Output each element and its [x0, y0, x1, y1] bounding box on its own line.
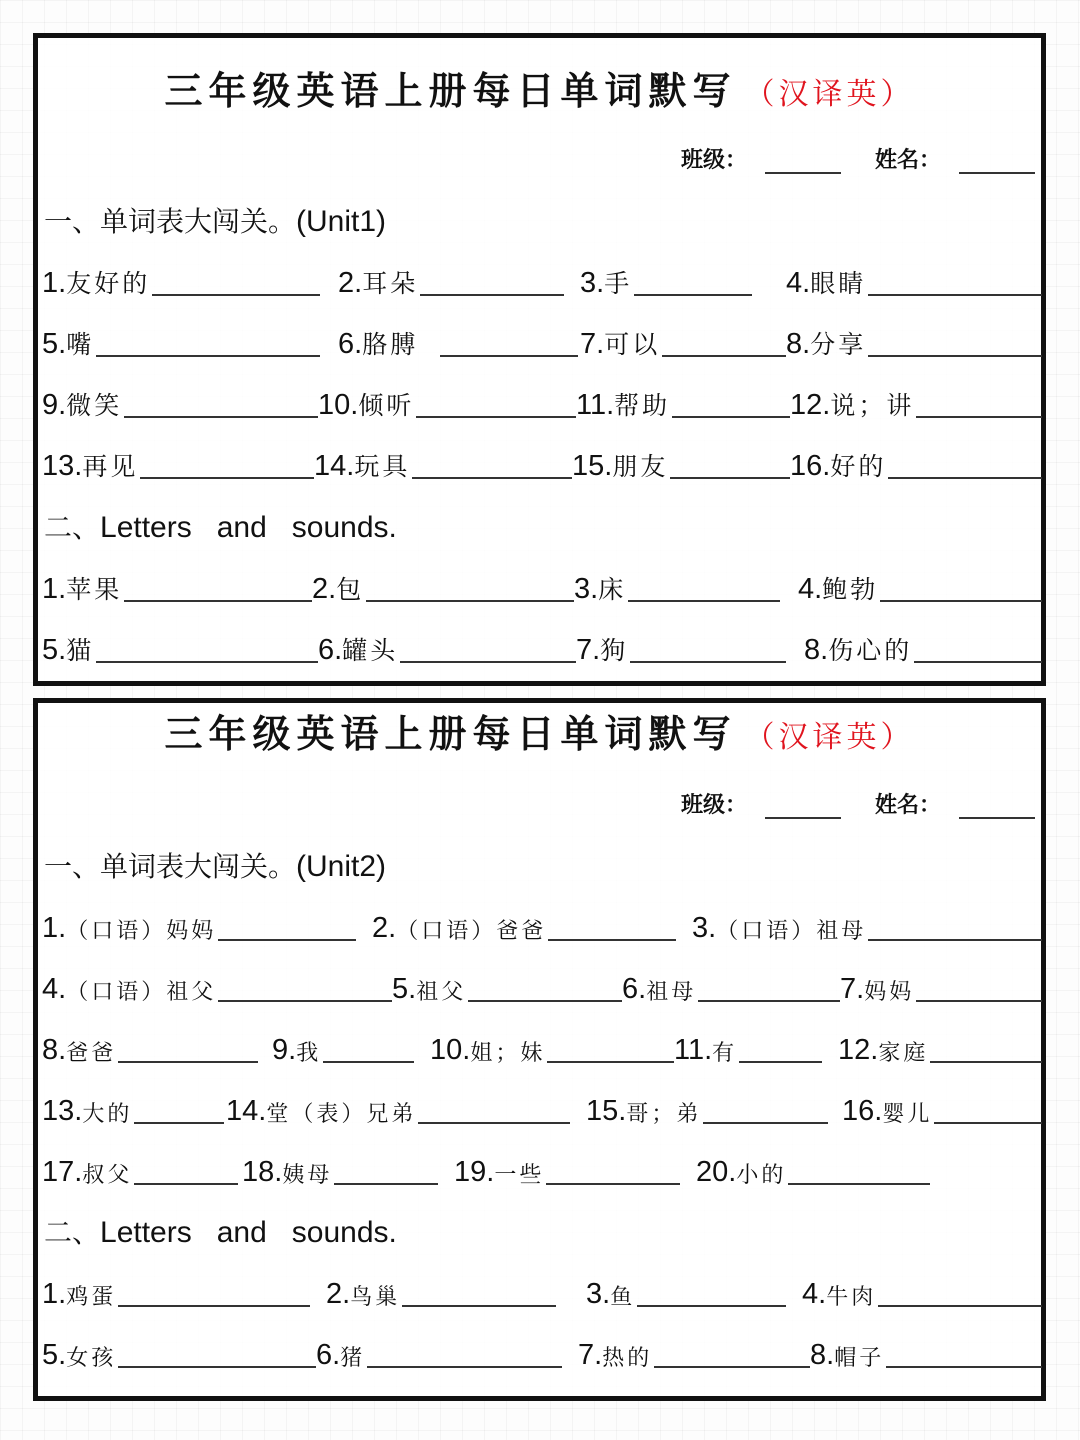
title-main: 三年级英语上册每日单词默写	[164, 711, 737, 756]
item-chinese-word: 哥；弟	[626, 1102, 702, 1127]
item-number: 7.	[580, 328, 605, 360]
answer-blank[interactable]	[916, 999, 1042, 1002]
answer-blank[interactable]	[548, 938, 676, 941]
item-chinese-word: 倾听	[358, 391, 415, 420]
answer-blank[interactable]	[637, 1304, 786, 1307]
item-number: 9.	[42, 389, 67, 421]
item-chinese-word: 姨母	[282, 1163, 333, 1188]
student-info	[647, 143, 1035, 174]
answer-blank[interactable]	[698, 999, 840, 1002]
vocab-row	[42, 260, 1042, 300]
sounds-item	[42, 627, 318, 667]
item-number: 5.	[42, 1339, 67, 1371]
item-number: 14.	[226, 1095, 267, 1127]
item-chinese-word: 友好的	[66, 269, 151, 298]
vocab-item	[622, 966, 840, 1006]
item-chinese-word: 鱼	[610, 1285, 636, 1310]
student-info	[647, 788, 1035, 819]
item-chinese-word: 耳朵	[362, 269, 419, 298]
item-number: 7.	[840, 973, 865, 1005]
item-chinese-word: （口语）祖母	[716, 919, 867, 944]
vocab-item	[576, 382, 790, 422]
item-chinese-word: 有	[712, 1041, 738, 1066]
item-chinese-word: 帽子	[834, 1346, 885, 1371]
section1-prefix: 一、单词表大闯关。	[44, 205, 297, 238]
vocab-item	[42, 443, 314, 483]
item-chinese-word: 一些	[494, 1163, 545, 1188]
item-chinese-word: 姐；妹	[470, 1041, 546, 1066]
answer-blank[interactable]	[118, 1304, 310, 1307]
item-number: 13.	[42, 450, 83, 482]
vocab-row	[42, 1027, 1042, 1067]
item-number: 11.	[576, 389, 615, 421]
answer-blank[interactable]	[218, 938, 356, 941]
sounds-item	[42, 566, 312, 606]
vocab-row	[42, 382, 1042, 422]
vocab-item	[242, 1149, 438, 1189]
item-chinese-word: 爸爸	[66, 1041, 117, 1066]
item-number: 5.	[392, 973, 417, 1005]
title-main: 三年级英语上册每日单词默写	[164, 68, 737, 113]
vocab-row	[42, 321, 1042, 361]
answer-blank[interactable]	[400, 660, 576, 663]
vocab-item	[372, 905, 676, 945]
vocab-item	[790, 443, 1042, 483]
sounds-item	[574, 566, 780, 606]
item-number: 12.	[838, 1034, 879, 1066]
vocab-item	[42, 1088, 224, 1128]
vocab-row	[42, 1088, 1042, 1128]
section1-heading	[44, 200, 386, 240]
sounds-row	[42, 1332, 1042, 1372]
item-number: 12.	[790, 389, 831, 421]
class-field[interactable]	[765, 816, 841, 819]
answer-blank[interactable]	[152, 293, 320, 296]
item-number: 16.	[790, 450, 831, 482]
vocab-item	[454, 1149, 680, 1189]
section2-heading	[44, 506, 397, 546]
answer-blank[interactable]	[739, 1060, 822, 1063]
answer-blank[interactable]	[878, 1304, 1042, 1307]
sounds-item	[810, 1332, 1042, 1372]
vocab-row	[42, 443, 1042, 483]
answer-blank[interactable]	[366, 599, 574, 602]
vocab-item	[42, 260, 320, 300]
sounds-item	[798, 566, 1042, 606]
vocab-item	[42, 1149, 238, 1189]
vocab-item	[338, 321, 578, 361]
item-number: 1.	[42, 1278, 67, 1310]
item-chinese-word: 祖父	[416, 980, 467, 1005]
answer-blank[interactable]	[367, 1365, 562, 1368]
item-chinese-word: 祖母	[646, 980, 697, 1005]
name-label: 姓名：	[874, 147, 941, 173]
item-chinese-word: 猫	[66, 636, 95, 665]
answer-blank[interactable]	[416, 415, 576, 418]
vocab-row	[42, 1149, 1042, 1189]
answer-blank[interactable]	[134, 1121, 224, 1124]
answer-blank[interactable]	[124, 599, 312, 602]
class-label: 班级：	[680, 147, 747, 173]
item-number: 4.	[798, 573, 823, 605]
sounds-item	[802, 1271, 1042, 1311]
answer-blank[interactable]	[418, 1121, 570, 1124]
item-number: 4.	[802, 1278, 827, 1310]
item-number: 2.	[326, 1278, 351, 1310]
item-number: 5.	[42, 634, 67, 666]
answer-blank[interactable]	[934, 1121, 1042, 1124]
vocab-item	[42, 966, 392, 1006]
item-number: 3.	[574, 573, 599, 605]
vocab-item	[430, 1027, 674, 1067]
answer-blank[interactable]	[868, 938, 1042, 941]
item-number: 10.	[318, 389, 359, 421]
answer-blank[interactable]	[662, 354, 786, 357]
answer-blank[interactable]	[868, 354, 1042, 357]
item-number: 2.	[338, 267, 363, 299]
section1-heading	[44, 845, 386, 885]
item-chinese-word: 狗	[600, 636, 629, 665]
vocab-item	[842, 1088, 1042, 1128]
answer-blank[interactable]	[96, 660, 318, 663]
item-chinese-word: 伤心的	[828, 636, 913, 665]
item-number: 17.	[42, 1156, 83, 1188]
answer-blank[interactable]	[118, 1060, 258, 1063]
item-number: 8.	[810, 1339, 835, 1371]
answer-blank[interactable]	[96, 354, 320, 357]
item-chinese-word: 鲍勃	[822, 575, 879, 604]
sounds-item	[804, 627, 1042, 667]
item-chinese-word: 再见	[82, 452, 139, 481]
answer-blank[interactable]	[546, 1182, 680, 1185]
item-number: 2.	[372, 912, 397, 944]
item-chinese-word: 猪	[340, 1346, 366, 1371]
item-chinese-word: 玩具	[354, 452, 411, 481]
section1-unit: (Unit2)	[296, 850, 387, 883]
vocab-item	[318, 382, 576, 422]
item-number: 1.	[42, 267, 67, 299]
section2-title: Letters and sounds.	[100, 511, 397, 544]
item-number: 8.	[804, 634, 829, 666]
sounds-item	[318, 627, 576, 667]
item-number: 4.	[42, 973, 67, 1005]
item-chinese-word: 叔父	[82, 1163, 133, 1188]
item-number: 8.	[42, 1034, 67, 1066]
section2-prefix: 二、	[44, 1216, 101, 1249]
item-chinese-word: 鸟巢	[350, 1285, 401, 1310]
vocab-item	[272, 1027, 414, 1067]
title-subtitle: （汉译英）	[744, 720, 915, 755]
item-number: 11.	[674, 1034, 713, 1066]
vocab-item	[42, 382, 318, 422]
sounds-item	[586, 1271, 786, 1311]
section2-prefix: 二、	[44, 511, 101, 544]
item-chinese-word: 手	[604, 269, 633, 298]
section2-heading	[44, 1211, 397, 1251]
item-chinese-word: 朋友	[612, 452, 669, 481]
name-label: 姓名：	[874, 792, 941, 818]
sounds-row	[42, 566, 1042, 606]
sounds-item	[312, 566, 574, 606]
answer-blank[interactable]	[118, 1365, 316, 1368]
vocab-item	[42, 321, 320, 361]
answer-blank[interactable]	[412, 476, 572, 479]
item-number: 10.	[430, 1034, 471, 1066]
item-chinese-word: 包	[336, 575, 365, 604]
item-chinese-word: 妈妈	[864, 980, 915, 1005]
class-field[interactable]	[765, 171, 841, 174]
answer-blank[interactable]	[547, 1060, 674, 1063]
item-number: 6.	[338, 328, 363, 360]
answer-blank[interactable]	[440, 354, 578, 357]
item-number: 15.	[572, 450, 613, 482]
vocab-item	[226, 1088, 570, 1128]
item-chinese-word: （口语）爸爸	[396, 919, 547, 944]
item-chinese-word: 嘴	[66, 330, 95, 359]
sounds-item	[42, 1271, 310, 1311]
item-number: 19.	[454, 1156, 495, 1188]
sounds-row	[42, 1271, 1042, 1311]
vocab-item	[580, 260, 752, 300]
vocab-item	[786, 321, 1042, 361]
answer-blank[interactable]	[420, 293, 564, 296]
item-number: 3.	[580, 267, 605, 299]
worksheet-title	[38, 60, 1041, 115]
answer-blank[interactable]	[124, 415, 318, 418]
item-chinese-word: 微笑	[66, 391, 123, 420]
vocab-item	[790, 382, 1042, 422]
item-chinese-word: 婴儿	[882, 1102, 933, 1127]
vocab-item	[338, 260, 564, 300]
item-chinese-word: （口语）祖父	[66, 980, 217, 1005]
vocab-item	[840, 966, 1042, 1006]
answer-blank[interactable]	[323, 1060, 414, 1063]
item-chinese-word: 小的	[736, 1163, 787, 1188]
item-chinese-word: 好的	[830, 452, 887, 481]
sounds-item	[326, 1271, 556, 1311]
item-number: 2.	[312, 573, 337, 605]
item-number: 9.	[272, 1034, 297, 1066]
item-chinese-word: 牛肉	[826, 1285, 877, 1310]
item-number: 7.	[576, 634, 601, 666]
item-chinese-word: 胳膊	[362, 330, 419, 359]
item-number: 8.	[786, 328, 811, 360]
sounds-row	[42, 627, 1042, 667]
answer-blank[interactable]	[670, 476, 790, 479]
item-number: 1.	[42, 573, 67, 605]
item-chinese-word: 可以	[604, 330, 661, 359]
item-chinese-word: 罐头	[342, 636, 399, 665]
answer-blank[interactable]	[880, 599, 1042, 602]
section1-prefix: 一、单词表大闯关。	[44, 850, 297, 883]
section2-title: Letters and sounds.	[100, 1216, 397, 1249]
item-number: 6.	[318, 634, 343, 666]
vocab-item	[42, 1027, 258, 1067]
vocab-item	[392, 966, 622, 1006]
answer-blank[interactable]	[140, 476, 314, 479]
item-number: 3.	[586, 1278, 611, 1310]
item-chinese-word: 大的	[82, 1102, 133, 1127]
item-number: 3.	[692, 912, 717, 944]
item-number: 6.	[316, 1339, 341, 1371]
title-subtitle: （汉译英）	[744, 77, 915, 112]
item-chinese-word: （口语）妈妈	[66, 919, 217, 944]
vocab-item	[314, 443, 572, 483]
vocab-item	[692, 905, 1042, 945]
item-number: 13.	[42, 1095, 83, 1127]
vocab-item	[572, 443, 790, 483]
answer-blank[interactable]	[672, 415, 790, 418]
item-chinese-word: 堂（表）兄弟	[266, 1102, 417, 1127]
item-chinese-word: 我	[296, 1041, 322, 1066]
vocab-item	[42, 905, 356, 945]
item-number: 1.	[42, 912, 67, 944]
name-field[interactable]	[959, 171, 1035, 174]
vocab-row	[42, 966, 1042, 1006]
answer-blank[interactable]	[402, 1304, 556, 1307]
answer-blank[interactable]	[134, 1182, 238, 1185]
item-number: 18.	[242, 1156, 283, 1188]
class-label: 班级：	[680, 792, 747, 818]
item-chinese-word: 热的	[602, 1346, 653, 1371]
item-chinese-word: 眼睛	[810, 269, 867, 298]
answer-blank[interactable]	[628, 599, 780, 602]
sounds-item	[316, 1332, 562, 1372]
answer-blank[interactable]	[654, 1365, 810, 1368]
vocab-item	[580, 321, 786, 361]
sounds-item	[578, 1332, 810, 1372]
item-chinese-word: 帮助	[614, 391, 671, 420]
vocab-item	[786, 260, 1042, 300]
answer-blank[interactable]	[930, 1060, 1042, 1063]
sounds-item	[42, 1332, 316, 1372]
item-chinese-word: 说；讲	[830, 391, 915, 420]
vocab-item	[674, 1027, 822, 1067]
item-chinese-word: 女孩	[66, 1346, 117, 1371]
vocab-item	[838, 1027, 1042, 1067]
item-number: 16.	[842, 1095, 883, 1127]
answer-blank[interactable]	[703, 1121, 828, 1124]
worksheet-unit1	[33, 33, 1046, 686]
item-chinese-word: 床	[598, 575, 627, 604]
item-chinese-word: 苹果	[66, 575, 123, 604]
answer-blank[interactable]	[886, 1365, 1042, 1368]
worksheet-title	[38, 703, 1041, 758]
name-field[interactable]	[959, 816, 1035, 819]
answer-blank[interactable]	[868, 293, 1042, 296]
answer-blank[interactable]	[218, 999, 392, 1002]
answer-blank[interactable]	[468, 999, 622, 1002]
item-number: 6.	[622, 973, 647, 1005]
answer-blank[interactable]	[888, 476, 1042, 479]
answer-blank[interactable]	[788, 1182, 930, 1185]
answer-blank[interactable]	[334, 1182, 438, 1185]
answer-blank[interactable]	[916, 415, 1042, 418]
item-chinese-word: 家庭	[878, 1041, 929, 1066]
item-number: 5.	[42, 328, 67, 360]
vocab-row	[42, 905, 1042, 945]
item-chinese-word: 鸡蛋	[66, 1285, 117, 1310]
item-number: 20.	[696, 1156, 737, 1188]
vocab-item	[696, 1149, 930, 1189]
sounds-item	[576, 627, 786, 667]
item-number: 15.	[586, 1095, 627, 1127]
worksheet-unit2	[33, 698, 1046, 1401]
item-chinese-word: 分享	[810, 330, 867, 359]
answer-blank[interactable]	[914, 660, 1042, 663]
item-number: 4.	[786, 267, 811, 299]
vocab-item	[586, 1088, 828, 1128]
section1-unit: (Unit1)	[296, 205, 387, 238]
item-number: 7.	[578, 1339, 603, 1371]
answer-blank[interactable]	[630, 660, 786, 663]
item-number: 14.	[314, 450, 355, 482]
answer-blank[interactable]	[634, 293, 752, 296]
